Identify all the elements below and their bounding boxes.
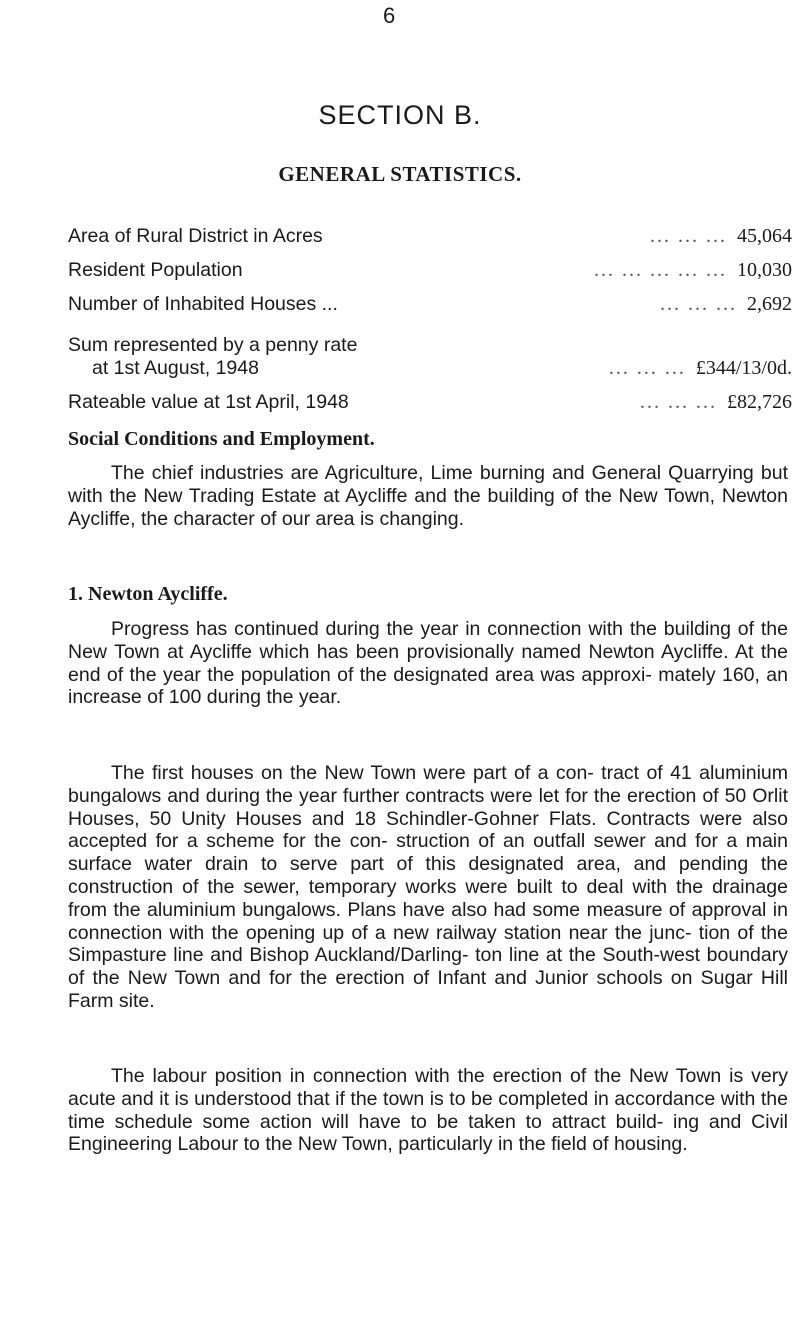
statistic-value bbox=[650, 225, 792, 248]
statistic-label: Area of Rural District in Acres bbox=[68, 225, 323, 247]
leader-dots: ... ... ... bbox=[660, 293, 737, 315]
page-number: 6 bbox=[383, 3, 396, 28]
statistic-label: Resident Population bbox=[68, 259, 243, 281]
labour-position-paragraph bbox=[68, 1065, 788, 1156]
first-houses-paragraph bbox=[68, 762, 788, 1013]
statistic-label: Rateable value at 1st April, 1948 bbox=[68, 391, 349, 413]
section-title: SECTION B. bbox=[318, 100, 482, 130]
statistic-row-penny-rate bbox=[68, 322, 792, 380]
statistic-row-population bbox=[68, 248, 792, 282]
statistic-label bbox=[68, 334, 357, 380]
statistic-label-line2: at 1st August, 1948 bbox=[92, 357, 259, 379]
statistic-number: £344/13/0d. bbox=[695, 357, 792, 379]
leader-dots: ... ... ... bbox=[608, 357, 686, 379]
paragraph-text: Progress has continued during the year in connection with the building of the New Town at Aycliffe which has been provisionally named Newton Aycliffe. At the end of the year the population of the designated area was approxi- mately 160, an increase of 100 during the year. bbox=[68, 618, 788, 709]
statistic-value bbox=[640, 391, 792, 414]
newton-aycliffe-heading: 1. Newton Aycliffe. bbox=[68, 583, 228, 605]
paragraph-text: The first houses on the New Town were part of a con- tract of 41 aluminium bungalows and during the year further contracts were let for the erection of 50 Orlit Houses, 50 Unity Houses and 18 Schindler-Gohner Flats. Contracts were also accepted for a scheme for the con- struction of an outfall sewer and for a main surface water drain to serve part of this designated area, and pending the construction of the sewer, temporary works were built to deal with the drainage from the aluminium bungalows. Plans have also had some measure of approval in connection with the opening up of a new railway station near the junc- tion of the Simpasture line and Bishop Auckland/Darling- ton line at the South-west boundary of the New Town and for the erection of Infant and Junior schools on Sugar Hill Farm site. bbox=[68, 762, 788, 1012]
statistic-label: Number of Inhabited Houses ... bbox=[68, 293, 338, 315]
social-conditions-paragraph bbox=[68, 462, 788, 530]
statistic-number: 45,064 bbox=[737, 225, 792, 247]
statistic-number: £82,726 bbox=[727, 391, 792, 413]
statistic-value bbox=[609, 357, 792, 380]
paragraph-text: The chief industries are Agriculture, Lime burning and General Quarrying but with the New Trading Estate at Aycliffe and the building of the New Town, Newton Aycliffe, the character of our area is changing. bbox=[68, 462, 788, 530]
leader-dots: ... ... ... bbox=[640, 391, 717, 413]
paragraph-text: The labour position in connection with the erection of the New Town is very acute and it is understood that if the town is to be completed in accordance with the time schedule some action will have to be taken to attract build- ing and Civil Engineering Labour to the New Town, particularly in the field of housing. bbox=[68, 1065, 788, 1156]
general-statistics-heading: GENERAL STATISTICS. bbox=[278, 162, 522, 186]
statistic-row-area bbox=[68, 214, 792, 248]
statistic-number: 10,030 bbox=[737, 259, 792, 281]
statistic-number: 2,692 bbox=[747, 293, 792, 315]
statistic-row-rateable-value bbox=[68, 380, 792, 414]
statistics-list bbox=[68, 214, 792, 414]
social-conditions-heading: Social Conditions and Employment. bbox=[68, 428, 375, 450]
statistic-value bbox=[660, 293, 792, 316]
statistic-label-line1: Sum represented by a penny rate bbox=[68, 334, 358, 356]
leader-dots: ... ... ... bbox=[650, 225, 727, 247]
progress-paragraph bbox=[68, 618, 788, 709]
statistic-value bbox=[594, 259, 792, 282]
leader-dots: ... ... ... ... ... bbox=[594, 259, 727, 281]
statistic-row-houses bbox=[68, 282, 792, 316]
